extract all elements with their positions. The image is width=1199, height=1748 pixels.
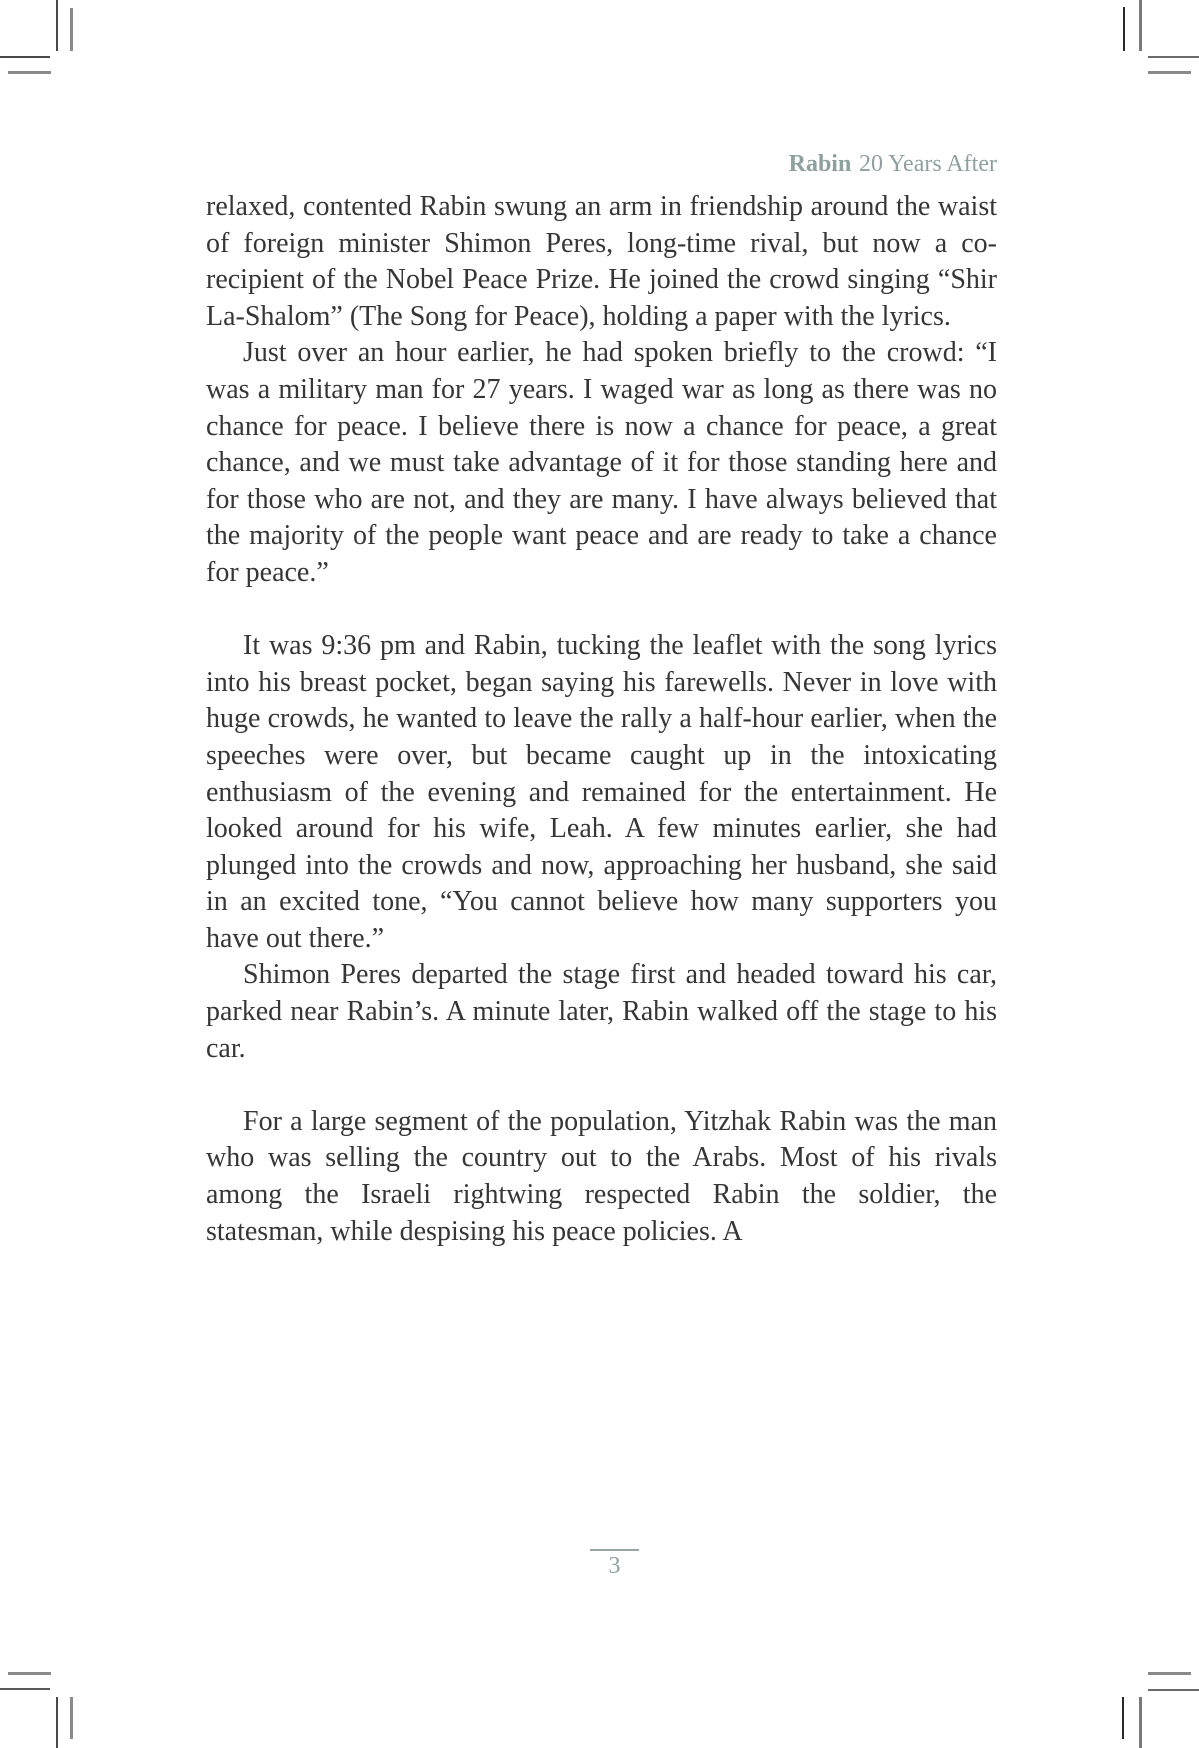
page-number: 3: [608, 1553, 621, 1579]
crop-mark-top-left-horizontal-2: [8, 71, 51, 74]
paragraph: Shimon Peres departed the stage first and headed toward his car, parked near Rabin’s. A minute later, Rabin walked off the stage to his car.: [206, 959, 997, 1064]
crop-mark-bottom-right-horizontal-2: [1148, 1689, 1199, 1691]
crop-mark-bottom-left-horizontal-1: [8, 1672, 51, 1675]
crop-mark-bottom-left-horizontal-2: [0, 1688, 50, 1690]
paragraph: Just over an hour earlier, he had spoken briefly to the crowd: “I was a military man for 27 years. I waged war as long as there was no chance for peace. I believe there is now a chance for peace, a great chance, and we must take advantage of it for those standing here and for those who are not, and they are many. I have always believed that the majority of the people want peace and are ready to take a chance for peace.”: [206, 337, 997, 588]
crop-mark-top-right-horizontal-2: [1148, 71, 1191, 74]
crop-mark-top-left-vertical-1: [56, 0, 58, 51]
body-text-column: [206, 189, 997, 1250]
running-header: [789, 151, 997, 178]
crop-mark-bottom-right-vertical-1: [1122, 1697, 1124, 1739]
running-header-subtitle: 20 Years After: [859, 151, 997, 177]
crop-mark-bottom-right-vertical-2: [1139, 1697, 1142, 1748]
crop-mark-top-right-vertical-1: [1123, 7, 1125, 51]
crop-mark-top-right-vertical-2: [1139, 0, 1142, 51]
running-header-book-title: Rabin: [788, 151, 852, 177]
paragraph: relaxed, contented Rabin swung an arm in friendship around the waist of foreign minister Shimon Peres, long-time rival, but now a co-recipient of the Nobel Peace Prize. He joined the crowd singing “Shir La-Shalom” (The Song for Peace), holding a paper with the lyrics.: [206, 191, 997, 332]
paragraph: It was 9:36 pm and Rabin, tucking the leaflet with the song lyrics into his breast pocket, began saying his farewells. Never in love with huge crowds, he wanted to leave the rally a half-hour earlier, when the speeches were over, but became caught up in the intoxicating enthusiasm of the evening and remained for the entertainment. He looked around for his wife, Leah. A few minutes earlier, she had plunged into the crowds and now, approaching her husband, she said in an excited tone, “You cannot believe how many supporters you have out there.”: [206, 630, 997, 954]
crop-mark-bottom-left-vertical-2: [70, 1697, 73, 1739]
crop-mark-bottom-left-vertical-1: [56, 1697, 58, 1748]
crop-mark-top-right-horizontal-1: [1148, 56, 1199, 58]
page-footer: [590, 1549, 639, 1579]
footer-rule: [590, 1549, 639, 1551]
crop-mark-bottom-right-horizontal-1: [1148, 1672, 1191, 1675]
crop-mark-top-left-horizontal-1: [0, 56, 50, 58]
paragraph: For a large segment of the population, Yitzhak Rabin was the man who was selling the country out to the Arabs. Most of his rivals among the Israeli rightwing respected Rabin the soldier, the statesman, while despising his peace policies. A: [206, 1105, 997, 1247]
crop-mark-top-left-vertical-2: [70, 8, 73, 51]
